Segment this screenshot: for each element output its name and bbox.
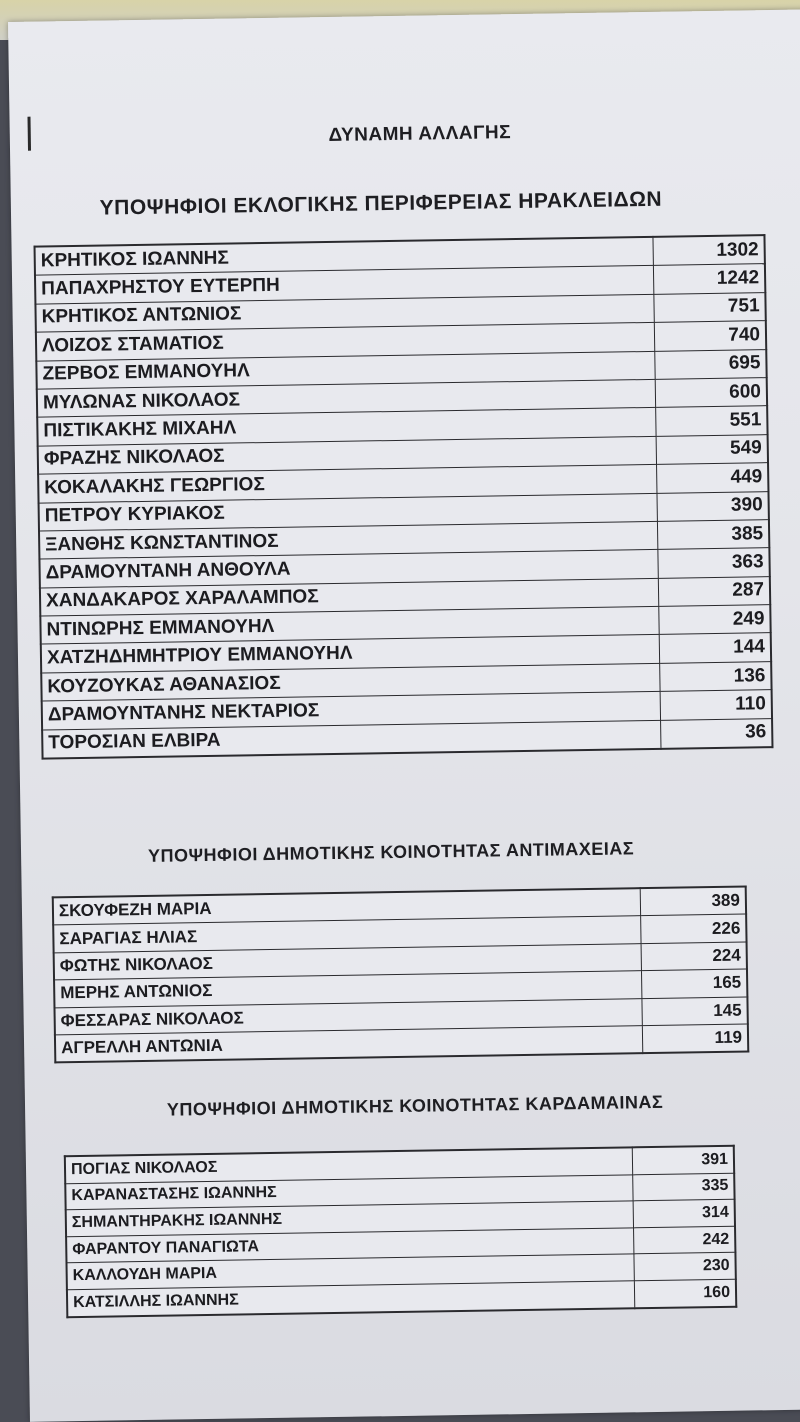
vote-count: 1242 xyxy=(653,264,765,294)
candidate-name: ΣΑΡΑΓΙΑΣ ΗΛΙΑΣ xyxy=(53,916,641,953)
candidate-name: ΚΑΡΑΝΑΣΤΑΣΗΣ ΙΩΑΝΝΗΣ xyxy=(65,1174,633,1210)
candidate-name: ΚΡΗΤΙΚΟΣ ΙΩΑΝΝΗΣ xyxy=(35,237,654,276)
vote-count: 226 xyxy=(641,914,747,943)
candidate-name: ΠΙΣΤΙΚΑΚΗΣ ΜΙΧΑΗΛ xyxy=(37,408,656,446)
candidate-name: ΦΕΣΣΑΡΑΣ ΝΙΚΟΛΑΟΣ xyxy=(54,998,642,1035)
candidate-name: ΚΑΤΣΙΛΛΗΣ ΙΩΑΝΝΗΣ xyxy=(67,1281,635,1317)
vote-count: 136 xyxy=(660,661,772,691)
vote-count: 740 xyxy=(654,321,766,351)
vote-count: 242 xyxy=(634,1226,736,1254)
candidate-name: ΚΟΚΑΛΑΚΗΣ ΓΕΩΡΓΙΟΣ xyxy=(38,464,657,502)
vote-count: 1302 xyxy=(653,235,765,266)
candidate-name: ΜΕΡΗΣ ΑΝΤΩΝΙΟΣ xyxy=(54,971,642,1008)
candidate-name: ΔΡΑΜΟΥΝΤΑΝΗΣ ΝΕΚΤΑΡΙΟΣ xyxy=(42,692,661,730)
vote-count: 314 xyxy=(633,1199,735,1227)
vote-count: 391 xyxy=(632,1146,734,1175)
candidate-name: ΦΡΑΖΗΣ ΝΙΚΟΛΑΟΣ xyxy=(38,436,657,474)
vote-count: 551 xyxy=(656,406,768,436)
vote-count: 160 xyxy=(634,1279,736,1308)
candidate-name: ΠΑΠΑΧΡΗΣΤΟΥ ΕΥΤΕΡΠΗ xyxy=(35,266,654,304)
vote-count: 390 xyxy=(657,491,769,521)
vote-count: 335 xyxy=(633,1173,735,1201)
vote-count: 119 xyxy=(642,1024,748,1054)
candidate-name: ΚΑΛΛΟΥΔΗ ΜΑΡΙΑ xyxy=(67,1254,635,1290)
candidate-name: ΚΟΥΖΟΥΚΑΣ ΑΘΑΝΑΣΙΟΣ xyxy=(41,663,660,701)
candidate-name: ΝΤΙΝΩΡΗΣ ΕΜΜΑΝΟΥΗΛ xyxy=(40,606,659,644)
candidate-name: ΛΟΙΖΟΣ ΣΤΑΜΑΤΙΟΣ xyxy=(36,323,655,361)
vote-count: 230 xyxy=(634,1253,736,1281)
candidate-name: ΤΟΡΟΣΙΑΝ ΕΛΒΙΡΑ xyxy=(42,720,661,759)
vote-count: 751 xyxy=(654,292,766,322)
vote-count: 389 xyxy=(640,887,746,917)
section-title-kardamaina: ΥΠΟΨΗΦΙΟΙ ΔΗΜΟΤΙΚΗΣ ΚΟΙΝΟΤΗΤΑΣ ΚΑΡΔΑΜΑΙΝΑΣ xyxy=(166,1091,664,1120)
candidate-name: ΧΑΤΖΗΔΗΜΗΤΡΙΟΥ ΕΜΜΑΝΟΥΗΛ xyxy=(41,635,660,673)
candidate-name: ΦΩΤΗΣ ΝΙΚΟΛΑΟΣ xyxy=(54,943,642,980)
candidate-name: ΠΕΤΡΟΥ ΚΥΡΙΑΚΟΣ xyxy=(39,493,658,531)
vote-count: 600 xyxy=(655,378,767,408)
vote-count: 449 xyxy=(657,463,769,493)
vote-count: 287 xyxy=(658,576,770,606)
candidate-name: ΧΑΝΔΑΚΑΡΟΣ ΧΑΡΑΛΑΜΠΟΣ xyxy=(40,578,659,616)
candidate-name: ΞΑΝΘΗΣ ΚΩΝΣΤΑΝΤΙΝΟΣ xyxy=(39,521,658,559)
candidate-name: ΖΕΡΒΟΣ ΕΜΜΑΝΟΥΗΛ xyxy=(36,351,655,389)
results-table-antimacheia xyxy=(52,886,750,1064)
printed-sheet xyxy=(8,9,800,1421)
candidate-name: ΚΡΗΤΙΚΟΣ ΑΝΤΩΝΙΟΣ xyxy=(35,294,654,332)
vote-count: 165 xyxy=(641,969,747,998)
results-table-kardamaina xyxy=(64,1145,737,1318)
section-title-antimacheia: ΥΠΟΨΗΦΙΟΙ ΔΗΜΟΤΙΚΗΣ ΚΟΙΝΟΤΗΤΑΣ ΑΝΤΙΜΑΧΕΙΑΣ xyxy=(147,838,635,866)
candidate-name: ΠΟΓΙΑΣ ΝΙΚΟΛΑΟΣ xyxy=(65,1147,633,1183)
vote-count: 145 xyxy=(642,997,748,1026)
vote-count: 224 xyxy=(641,942,747,971)
candidate-name: ΑΓΡΕΛΛΗ ΑΝΤΩΝΙΑ xyxy=(55,1026,643,1063)
party-heading: ΔΥΝΑΜΗ ΑΛΛΑΓΗΣ xyxy=(328,122,512,146)
vote-count: 249 xyxy=(659,605,771,635)
candidate-name: ΔΡΑΜΟΥΝΤΑΝΗ ΑΝΘΟΥΛΑ xyxy=(39,550,658,588)
candidate-name: ΜΥΛΩΝΑΣ ΝΙΚΟΛΑΟΣ xyxy=(37,379,656,417)
candidate-name: ΣΗΜΑΝΤΗΡΑΚΗΣ ΙΩΑΝΝΗΣ xyxy=(66,1201,634,1237)
vote-count: 385 xyxy=(657,520,769,550)
vote-count: 36 xyxy=(661,718,773,749)
vote-count: 695 xyxy=(655,349,767,379)
results-table-herakleidon xyxy=(34,234,774,759)
vote-count: 110 xyxy=(660,690,772,720)
vote-count: 549 xyxy=(656,434,768,464)
candidate-name: ΣΚΟΥΦΕΖΗ ΜΑΡΙΑ xyxy=(53,888,641,925)
vote-count: 363 xyxy=(658,548,770,578)
section-title-herakleidon: ΥΠΟΨΗΦΙΟΙ ΕΚΛΟΓΙΚΗΣ ΠΕΡΙΦΕΡΕΙΑΣ ΗΡΑΚΛΕΙΔΩΝ xyxy=(99,187,663,220)
candidate-name: ΦΑΡΑΝΤΟΥ ΠΑΝΑΓΙΩΤΑ xyxy=(66,1228,634,1264)
vote-count: 144 xyxy=(659,633,771,663)
